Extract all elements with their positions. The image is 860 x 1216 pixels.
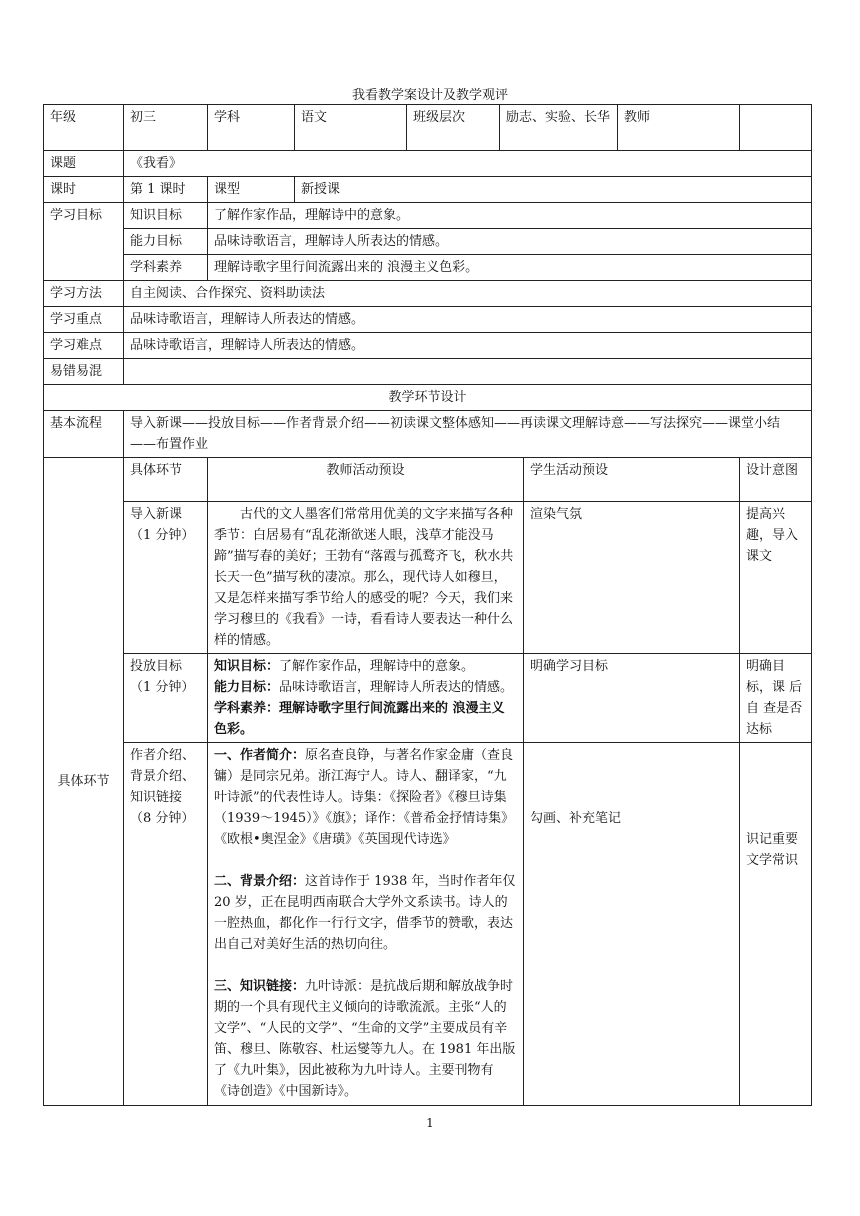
focus-row bbox=[44, 307, 812, 333]
step-name: 投放目标（1 分钟） bbox=[124, 654, 208, 743]
goal-line-text: 理解诗歌字里行间流露出来的 浪漫主义色彩。 bbox=[214, 701, 505, 737]
teacher-activity bbox=[208, 654, 524, 743]
header-row bbox=[44, 105, 812, 151]
design-header: 教学环节设计 bbox=[44, 385, 812, 411]
subject-value: 语文 bbox=[295, 105, 407, 151]
col-intent-header: 设计意图 bbox=[740, 458, 812, 502]
teacher-activity: 古代的文人墨客们常常用优美的文字来描写各种季节：白居易有“乱花渐欲迷人眼，浅草才能没马蹄”描写春的美好；王勃有“落霞与孤鹜齐飞，秋水共长天一色”描写秋的凄凉。那么，现代诗人如穆旦，又是怎样来描写季节给人的感受的呢？今天，我们来学习穆旦的《我看》一诗，看看诗人要表达一种什么样的情感。 bbox=[208, 502, 524, 654]
goal-row-knowledge bbox=[44, 203, 812, 229]
design-intent-text: 识记重要文学常识 bbox=[746, 832, 799, 868]
student-activity: 渲染气氛 bbox=[524, 502, 740, 654]
student-activity: 明确学习目标 bbox=[524, 654, 740, 743]
background-intro bbox=[214, 871, 517, 955]
subject-label: 学科 bbox=[208, 105, 295, 151]
difficulty-value: 品味诗歌语言，理解诗人所表达的情感。 bbox=[124, 333, 812, 359]
literacy-label: 学科素养 bbox=[124, 255, 208, 281]
col-teacher-header: 教师活动预设 bbox=[208, 458, 524, 502]
method-label: 学习方法 bbox=[44, 281, 124, 307]
step-row-background bbox=[44, 743, 812, 1106]
confusion-value bbox=[124, 359, 812, 385]
ability-label: 能力目标 bbox=[124, 229, 208, 255]
flow-value: 导入新课——投放目标——作者背景介绍——初读课文整体感知——再读课文理解诗意——写法探究——课堂小结——布置作业 bbox=[124, 411, 812, 458]
literacy-value: 理解诗歌字里行间流露出来的 浪漫主义色彩。 bbox=[208, 255, 812, 281]
focus-value: 品味诗歌语言，理解诗人所表达的情感。 bbox=[124, 307, 812, 333]
section-heading: 一、作者简介： bbox=[214, 748, 306, 763]
section-heading: 三、知识链接： bbox=[214, 979, 306, 994]
grade-value: 初三 bbox=[124, 105, 208, 151]
design-intent: 提高兴趣，导入课文 bbox=[740, 502, 812, 654]
goal-row-ability bbox=[44, 229, 812, 255]
section-heading: 二、背景介绍： bbox=[214, 874, 306, 889]
period-row bbox=[44, 177, 812, 203]
goal-line-label: 学科素养： bbox=[214, 701, 280, 716]
section-text: 这首诗作于 1938 年，当时作者年仅 20 岁，正在昆明西南联合大学外文系读书。诗人的一腔热血，都化作一行行文字，借季节的赞歌，表达出自己对美好生活的热切向往。 bbox=[214, 874, 516, 952]
design-intent: 明确目标，课 后 自 查是否达标 bbox=[740, 654, 812, 743]
page-number: 1 bbox=[426, 1116, 434, 1130]
design-intent bbox=[740, 743, 812, 1106]
section-text: 原名查良铮，与著名作家金庸（查良镛）是同宗兄弟。浙江海宁人。诗人、翻译家，“九叶诗派”的代表性诗人。诗集：《探险者》《穆旦诗集（1939～1945）》《旗》；译作：《普希金抒情诗集》《欧根•奥涅金》《唐璜》《英国现代诗选》 bbox=[214, 748, 515, 847]
steps-header-row bbox=[44, 458, 812, 502]
section-text: 九叶诗派：是抗战后期和解放战争时期的一个具有现代主义倾向的诗歌流派。主张“人的文学”、“人民的文学”、“生命的文学”主要成员有辛笛、穆旦、陈敬容、杜运燮等九人。在 1981 年出版了《九叶集》，因此被称为九叶诗人。主要刊物有《诗创造》《中国新诗》。 bbox=[214, 979, 516, 1099]
flow-row bbox=[44, 411, 812, 458]
period-label: 课时 bbox=[44, 177, 124, 203]
goal-line-label: 能力目标： bbox=[214, 680, 280, 695]
confusion-row bbox=[44, 359, 812, 385]
period-value: 第 1 课时 bbox=[124, 177, 208, 203]
teacher-label: 教师 bbox=[618, 105, 740, 151]
knowledge-label: 知识目标 bbox=[124, 203, 208, 229]
step-row-goals bbox=[44, 654, 812, 743]
topic-row bbox=[44, 151, 812, 177]
method-value: 自主阅读、合作探究、资料助读法 bbox=[124, 281, 812, 307]
method-row bbox=[44, 281, 812, 307]
goal-line-knowledge bbox=[214, 656, 517, 677]
grade-label: 年级 bbox=[44, 105, 124, 151]
goal-line-text: 品味诗歌语言，理解诗人所表达的情感。 bbox=[279, 680, 514, 695]
student-activity bbox=[524, 743, 740, 1106]
goal-line-literacy bbox=[214, 698, 517, 740]
knowledge-value: 了解作家作品，理解诗中的意象。 bbox=[208, 203, 812, 229]
focus-label: 学习重点 bbox=[44, 307, 124, 333]
step-row-intro bbox=[44, 502, 812, 654]
col-step-header: 具体环节 bbox=[124, 458, 208, 502]
teacher-activity bbox=[208, 743, 524, 1106]
lesson-plan-table bbox=[43, 104, 812, 1106]
goal-line-label: 知识目标： bbox=[214, 659, 280, 674]
goal-line-text: 了解作家作品，理解诗中的意象。 bbox=[279, 659, 475, 674]
class-level-value: 励志、实验、长华 bbox=[500, 105, 618, 151]
flow-label: 基本流程 bbox=[44, 411, 124, 458]
type-value: 新授课 bbox=[295, 177, 812, 203]
class-level-label: 班级层次 bbox=[407, 105, 500, 151]
step-name: 导入新课（1 分钟） bbox=[124, 502, 208, 654]
design-header-row bbox=[44, 385, 812, 411]
knowledge-link bbox=[214, 976, 517, 1102]
confusion-label: 易错易混 bbox=[44, 359, 124, 385]
topic-value: 《我看》 bbox=[124, 151, 812, 177]
goal-row-literacy bbox=[44, 255, 812, 281]
topic-label: 课题 bbox=[44, 151, 124, 177]
page-title: 我看教学案设计及教学观评 bbox=[351, 88, 508, 103]
col-student-header: 学生活动预设 bbox=[524, 458, 740, 502]
difficulty-label: 学习难点 bbox=[44, 333, 124, 359]
ability-value: 品味诗歌语言，理解诗人所表达的情感。 bbox=[208, 229, 812, 255]
type-label: 课型 bbox=[208, 177, 295, 203]
student-activity-text: 勾画、补充笔记 bbox=[530, 811, 622, 826]
step-name: 作者介绍、背景介绍、知识链接（8 分钟） bbox=[124, 743, 208, 1106]
teacher-value bbox=[740, 105, 812, 151]
difficulty-row bbox=[44, 333, 812, 359]
steps-label: 具体环节 bbox=[44, 458, 124, 1106]
goals-label: 学习目标 bbox=[44, 203, 124, 281]
author-intro bbox=[214, 745, 517, 850]
goal-line-ability bbox=[214, 677, 517, 698]
